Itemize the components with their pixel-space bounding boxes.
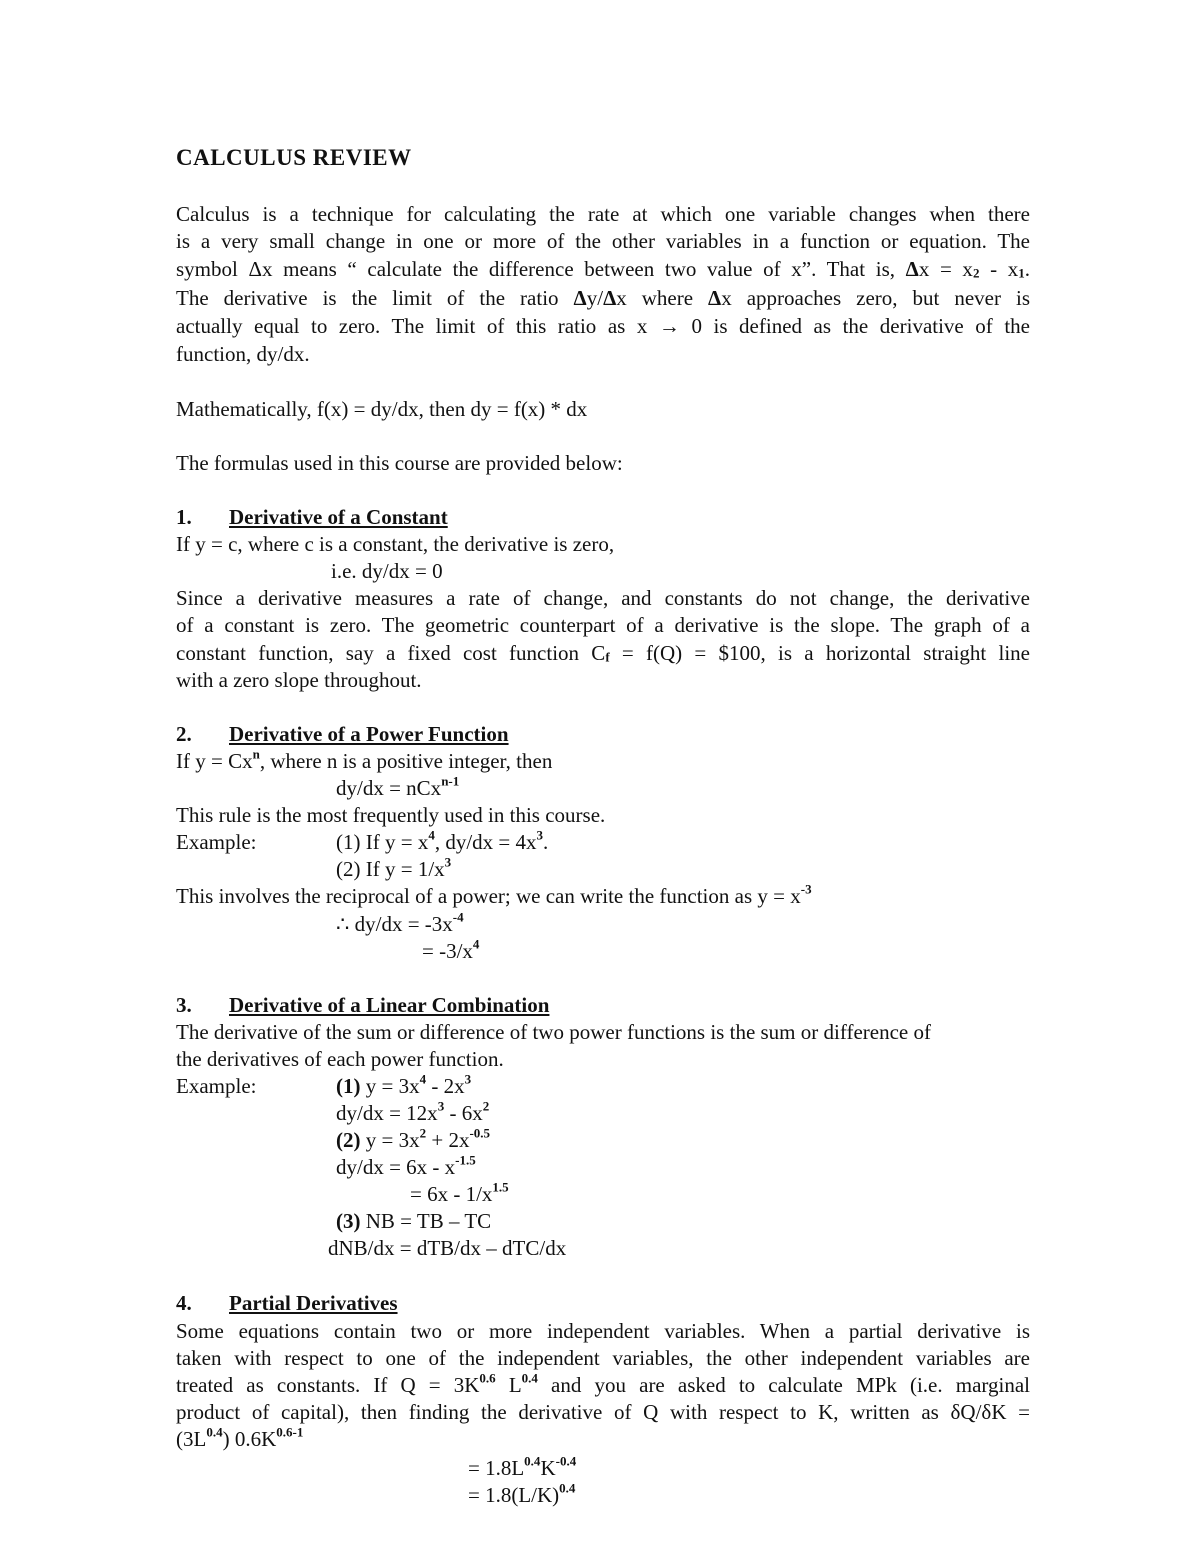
formulas-intro: The formulas used in this course are provided below: bbox=[176, 451, 623, 475]
section-4-line-7: = $1.8(L/K)^{0.4}$ bbox=[468, 1480, 576, 1507]
section-3-line-1: The derivative of the sum or difference of two power functions is the sum or difference of bbox=[176, 1020, 931, 1044]
section-1-equation: i.e. dy/dx = 0 bbox=[331, 559, 443, 583]
intro-line-2: is a very small change in one or more of the other variables in a function or equation. The bbox=[176, 229, 1030, 253]
section-2-power-rule: dy/dx = nCx$^{n-1}$ bbox=[336, 773, 460, 800]
intro-line-3: symbol Δx means “ calculate the difference between two value of x”. That is, $\Delta x = x_2 - x_1$. bbox=[176, 257, 1030, 281]
section-3-example-2: $dy/dx = 12x^3 - 6x^2$ bbox=[336, 1098, 490, 1125]
section-3-example-7: dNB/dx = dTB/dx – dTC/dx bbox=[328, 1236, 567, 1260]
intro-line-1: Calculus is a technique for calculating the rate at which one variable changes when there bbox=[176, 202, 1030, 226]
section-3-example-4: $dy/dx = 6x - x^{-1.5}$ bbox=[336, 1152, 476, 1179]
section-2-line-6: = $-3/x^4$ bbox=[422, 936, 480, 963]
section-4-line-3: treated as constants. If $Q = 3K^{0.6}$ $L^{0.4}$ and you are asked to calculate MPk (i.e. marginal bbox=[176, 1370, 1030, 1397]
section-1-line-5: constant function, say a fixed cost function $C_f = f(Q)$ = $100, is a horizontal straight line bbox=[176, 641, 1031, 665]
section-2-example-1: Example: (1) If $y = x^4$, $dy/dx = 4x^3$. bbox=[176, 827, 549, 854]
section-3-example-3: (2) $y = 3x^2 + 2x^{-0.5}$ bbox=[336, 1125, 491, 1152]
section-1-line-4: of a constant is zero. The geometric counterpart of a derivative is the slope. The graph of a bbox=[176, 613, 1030, 637]
section-3-example-1: Example: (1) $y = 3x^4 - 2x^3$ bbox=[176, 1071, 472, 1098]
document-title: CALCULUS REVIEW bbox=[176, 145, 412, 170]
therefore-icon: ∴ bbox=[336, 912, 350, 936]
section-2-line-5: ∴ $dy/dx = -3x^{-4}$ bbox=[336, 909, 464, 936]
section-3-heading: 3. Derivative of a Linear Combination bbox=[176, 993, 550, 1017]
section-2-line-4: This involves the reciprocal of a power; we can write the function as $y = x^{-3}$ bbox=[176, 881, 812, 908]
section-2-example-2: (2) If $y = 1/x^3$ bbox=[336, 854, 452, 881]
section-1-line-6: with a zero slope throughout. bbox=[176, 668, 422, 692]
section-2-line-3: This rule is the most frequently used in this course. bbox=[176, 803, 606, 827]
section-1-heading: 1. Derivative of a Constant bbox=[176, 505, 448, 529]
intro-line-5: actually equal to zero. The limit of this ratio as x → 0 is defined as the derivative of the bbox=[176, 314, 1030, 338]
section-4-line-2: taken with respect to one of the independent variables, the other independent variables are bbox=[176, 1346, 1030, 1370]
section-4-line-4: product of capital), then finding the derivative of Q with respect to K, written as δQ/δK = bbox=[176, 1400, 1030, 1424]
intro-line-4: The derivative is the limit of the ratio Δy/Δx where Δx approaches zero, but never is bbox=[176, 286, 1030, 310]
section-3-line-2: the derivatives of each power function. bbox=[176, 1047, 504, 1071]
intro-line-6: function, dy/dx. bbox=[176, 342, 310, 366]
section-3-example-6: (3) NB = TB – TC bbox=[336, 1209, 492, 1233]
section-4-heading: 4. Partial Derivatives bbox=[176, 1291, 398, 1315]
section-4-line-6: = $1.8L^{0.4}K^{-0.4}$ bbox=[468, 1453, 577, 1480]
section-3-example-5: = $6x - 1/x^{1.5}$ bbox=[410, 1179, 509, 1206]
section-2-line-1: If $y = Cx^n$, where n is a positive integer, then bbox=[176, 746, 553, 773]
section-1-line-3: Since a derivative measures a rate of change, and constants do not change, the derivative bbox=[176, 586, 1030, 610]
section-4-line-5: $(3L^{0.4})$ $0.6K^{0.6-1}$ bbox=[176, 1424, 304, 1451]
section-4-line-1: Some equations contain two or more independent variables. When a partial derivative is bbox=[176, 1319, 1030, 1343]
section-2-heading: 2. Derivative of a Power Function bbox=[176, 722, 509, 746]
section-1-line-1: If y = c, where c is a constant, the derivative is zero, bbox=[176, 532, 615, 556]
math-definition: Mathematically, f(x) = dy/dx, then dy = f(x) * dx bbox=[176, 397, 588, 421]
